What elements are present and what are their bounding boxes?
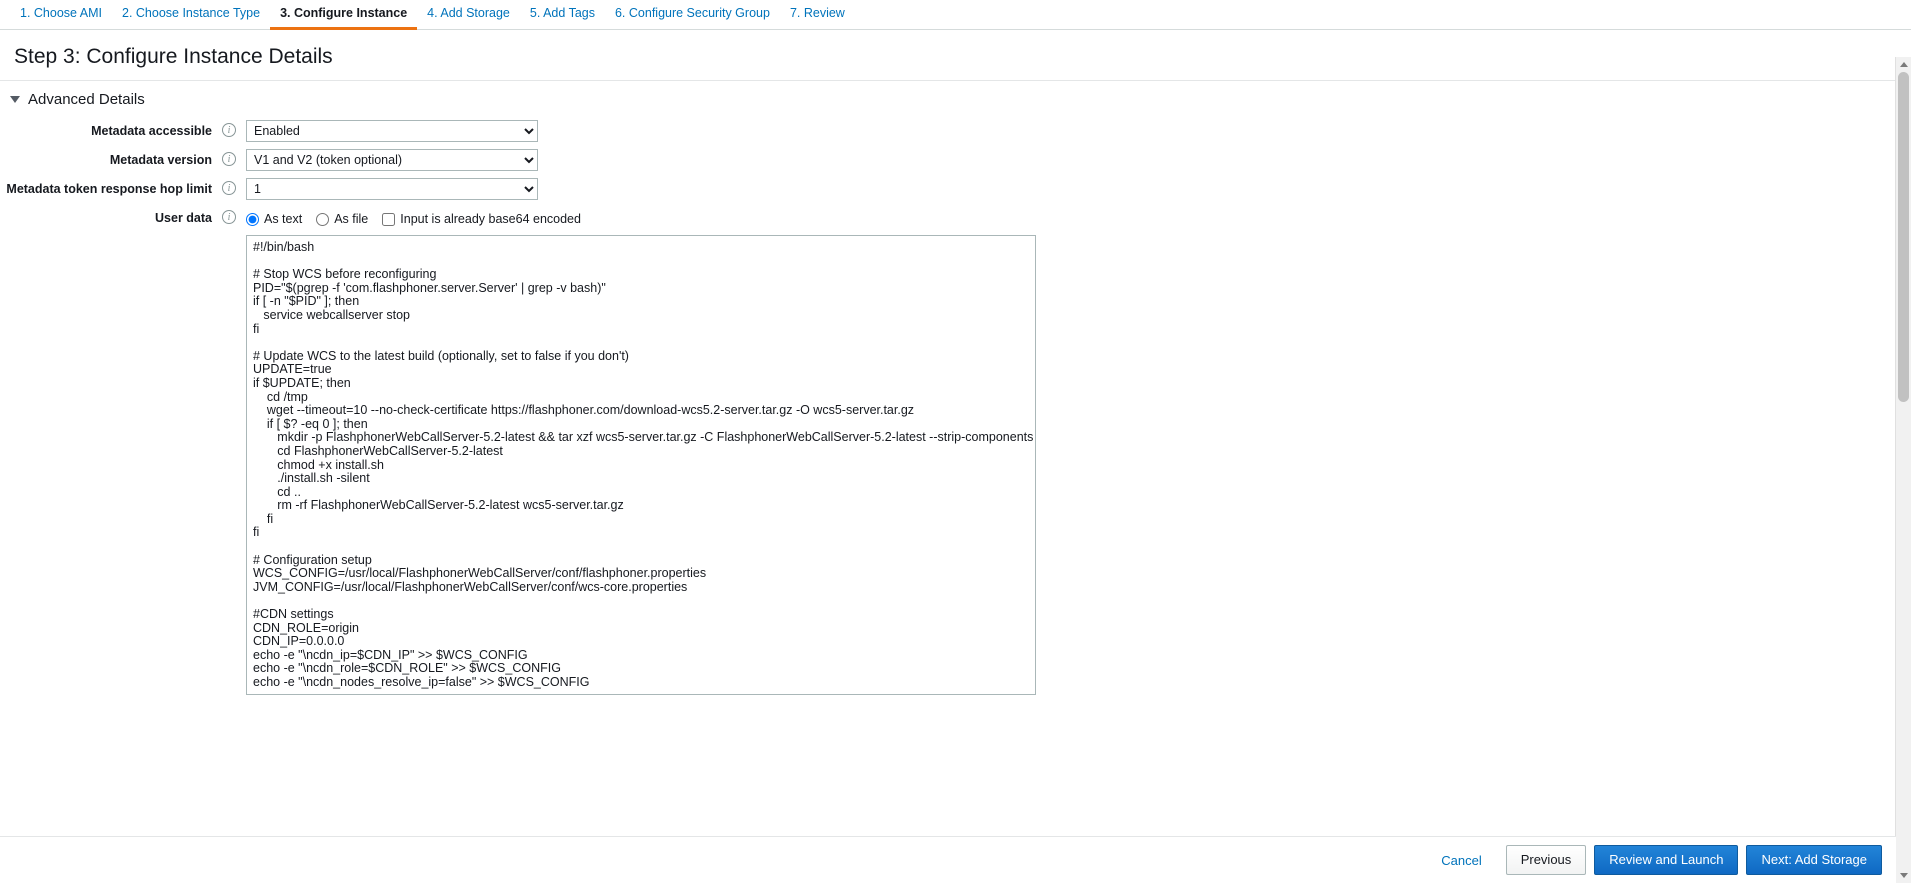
scroll-down-arrow-icon[interactable] xyxy=(1896,868,1911,883)
wizard-tab-add-tags[interactable]: 5. Add Tags xyxy=(529,6,595,20)
user-data-base64-option[interactable] xyxy=(382,212,581,226)
user-data-as-file-label: As file xyxy=(334,212,369,226)
advanced-details-toggle[interactable] xyxy=(0,81,1911,114)
wizard-footer xyxy=(0,836,1896,883)
metadata-hop-limit-label: Metadata token response hop limit xyxy=(6,182,212,196)
wizard-tab-configure-security-group[interactable]: 6. Configure Security Group xyxy=(614,6,770,20)
user-data-as-file-radio[interactable] xyxy=(316,213,329,226)
metadata-version-label: Metadata version xyxy=(109,153,212,167)
scroll-up-arrow-icon[interactable] xyxy=(1896,57,1911,72)
user-data-as-text-label: As text xyxy=(264,212,303,226)
page-scrollbar-thumb[interactable] xyxy=(1898,72,1909,402)
cancel-button[interactable]: Cancel xyxy=(1441,852,1482,868)
next-add-storage-button[interactable]: Next: Add Storage xyxy=(1746,845,1882,875)
user-data-input-mode xyxy=(246,207,1911,229)
advanced-details-label: Advanced Details xyxy=(28,91,145,108)
page-scrollbar[interactable] xyxy=(1895,57,1911,883)
user-data-base64-label: Input is already base64 encoded xyxy=(400,212,581,226)
info-icon[interactable]: i xyxy=(222,152,236,166)
user-data-label: User data xyxy=(155,211,212,225)
metadata-accessible-row xyxy=(0,120,1911,142)
wizard-tab-review[interactable]: 7. Review xyxy=(789,6,845,20)
metadata-hop-limit-select[interactable] xyxy=(246,178,538,200)
metadata-hop-limit-row xyxy=(0,178,1911,200)
info-icon[interactable]: i xyxy=(222,181,236,195)
user-data-row xyxy=(0,207,1911,695)
user-data-textarea[interactable] xyxy=(248,237,1034,693)
wizard-tab-choose-ami[interactable]: 1. Choose AMI xyxy=(20,6,102,20)
advanced-details-form xyxy=(0,114,1911,695)
user-data-as-file-option[interactable] xyxy=(316,212,368,226)
previous-button[interactable]: Previous xyxy=(1506,845,1587,875)
user-data-as-text-radio[interactable] xyxy=(246,213,259,226)
chevron-down-icon xyxy=(10,96,20,103)
wizard-tab-bar xyxy=(0,0,1911,30)
user-data-textarea-wrapper xyxy=(246,235,1036,695)
user-data-base64-checkbox[interactable] xyxy=(382,213,395,226)
info-icon[interactable]: i xyxy=(222,210,236,224)
metadata-version-select[interactable] xyxy=(246,149,538,171)
info-icon[interactable]: i xyxy=(222,123,236,137)
wizard-tab-add-storage[interactable]: 4. Add Storage xyxy=(427,6,510,20)
metadata-accessible-select[interactable] xyxy=(246,120,538,142)
metadata-accessible-label: Metadata accessible xyxy=(91,124,212,138)
review-and-launch-button[interactable]: Review and Launch xyxy=(1594,845,1738,875)
wizard-tab-configure-instance[interactable]: 3. Configure Instance xyxy=(270,6,417,30)
metadata-version-row xyxy=(0,149,1911,171)
user-data-as-text-option[interactable] xyxy=(246,212,302,226)
wizard-tab-choose-instance-type[interactable]: 2. Choose Instance Type xyxy=(122,6,261,20)
page-title: Step 3: Configure Instance Details xyxy=(14,45,333,68)
